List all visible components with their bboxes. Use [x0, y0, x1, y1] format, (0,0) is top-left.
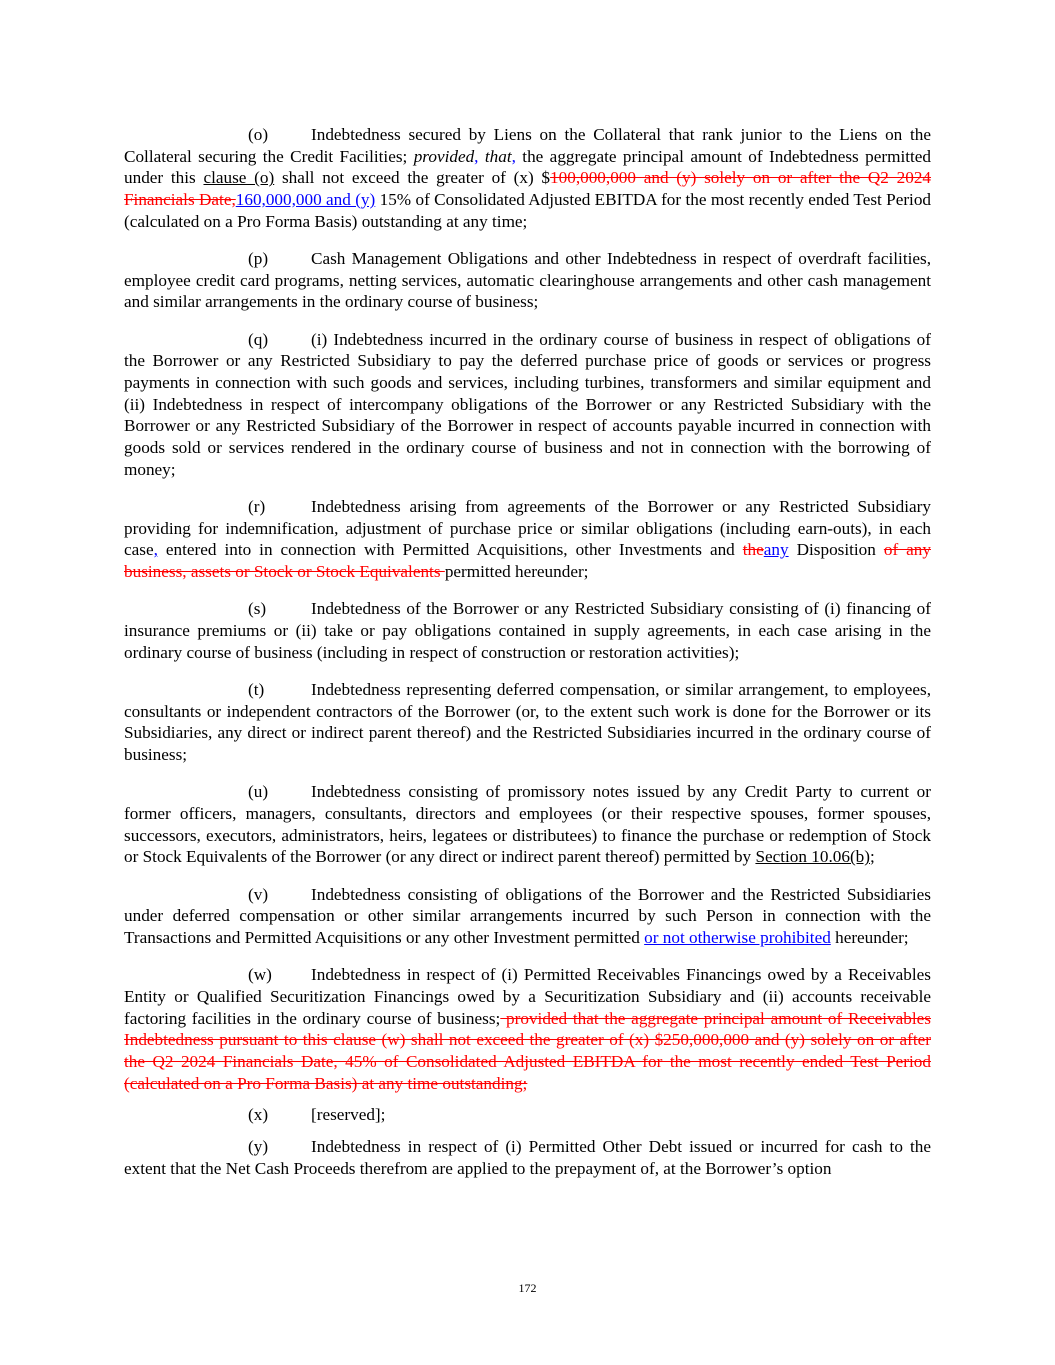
paragraph-r	[124, 496, 931, 583]
paragraph-text: Indebtedness consisting of obligations of the Borrower and the Restricted Subsidiaries under deferred compensation or other similar arrangements incurred by such Person in connection with the Transactions and Permitted Acquisitions or any other Investment permitted	[124, 884, 931, 947]
clause-label: (w)	[248, 965, 272, 985]
paragraph-text: 15% of Consolidated Adjusted EBITDA for the most recently ended Test Period (calculated on a Pro Forma Basis) outstanding at any time;	[124, 190, 932, 231]
paragraph-text: Disposition	[788, 540, 884, 560]
paragraph-v	[124, 884, 931, 949]
paragraph-w	[124, 964, 931, 1094]
paragraph-t	[124, 679, 931, 766]
paragraph-u	[124, 781, 931, 868]
clause-label: (p)	[248, 249, 269, 269]
clause-label: (t)	[248, 679, 265, 699]
deleted-text: provided that the aggregate principal amount of Receivables Indebtedness pursuant to this clause (w) shall not exceed the greater of (x) $250,000,000 and (y) solely on or after the Q2 2024 Financials Date, 45% of Consolidated Adjusted EBITDA for the most recently ended Test Period (calculated on a Pro Forma Basis) at any time outstanding;	[124, 1008, 931, 1093]
clause-label: (v)	[248, 884, 269, 904]
deleted-text: 100,000,000 and (y) solely on or after the Q2 2024 Financials Date,	[124, 168, 932, 210]
paragraph-text: Indebtedness in respect of (i) Permitted Receivables Financings owed by a Receivables Entity or Qualified Securitization Financings owed by a Securitization Subsidiary and (ii) accounts receivable factoring facilities in the ordinary course of business;	[124, 965, 931, 1028]
clause-reference: clause (o)	[203, 168, 275, 188]
clause-label: (r)	[248, 497, 266, 517]
paragraph-text: (i) Indebtedness incurred in the ordinary course of business in respect of obligations of the Borrower or any Restricted Subsidiary to pay the deferred purchase price of goods or services or progress payments in connection with such goods and services, including turbines, transformers and similar equipment and (ii) Indebtedness in respect of intercompany obligations of the Borrower or any Restricted Subsidiary with the Borrower or any Restricted Subsidiary of the Borrower in respect of accounts payable incurred in connection with goods sold or services rendered in the ordinary course of business and not in connection with the borrowing of money;	[124, 329, 931, 479]
paragraph-p	[124, 248, 931, 313]
paragraph-text: [reserved];	[311, 1105, 386, 1125]
paragraph-text: Indebtedness consisting of promissory notes issued by any Credit Party to current or former officers, managers, consultants, directors and employees (or their respective spouses, former spouses, successors, executors, administrators, heirs, legatees or distributees) to finance the purchase or redemption of Stock or Stock Equivalents of the Borrower (or any direct or indirect parent thereof) permitted by	[124, 782, 931, 867]
paragraph-y	[124, 1136, 931, 1179]
paragraph-s	[124, 598, 931, 663]
paragraph-q	[124, 329, 931, 481]
paragraph-text: Indebtedness of the Borrower or any Restricted Subsidiary consisting of (i) financing of insurance premiums or (ii) take or pay obligations contained in supply agreements, in each case arising in the ordinary course of business (including in respect of construction or restoration activities);	[124, 599, 931, 662]
paragraph-text: Indebtedness in respect of (i) Permitted Other Debt issued or incurred for cash to the extent that the Net Cash Proceeds therefrom are applied to the prepayment of, at the Borrower’s option	[124, 1137, 931, 1178]
italic-term: that	[484, 146, 512, 166]
inserted-text: ,	[153, 540, 158, 560]
paragraph-text: permitted hereunder;	[444, 562, 589, 582]
clause-label: (y)	[248, 1137, 269, 1157]
paragraph-text: the aggregate principal amount of Indebtedness permitted under this	[124, 146, 931, 188]
paragraph-x	[124, 1104, 931, 1126]
section-reference: Section 10.06(b)	[755, 847, 871, 867]
clause-label: (x)	[248, 1105, 269, 1125]
paragraph-text: ;	[870, 847, 875, 867]
paragraph-text: Indebtedness arising from agreements of the Borrower or any Restricted Subsidiary providing for indemnification, adjustment of purchase price or similar obligations (including earn-outs), in each case	[124, 497, 931, 560]
inserted-text: ,	[474, 146, 479, 166]
paragraph-text: Indebtedness representing deferred compensation, or similar arrangement, to employees, consultants or independent contractors of the Borrower (or, to the extent such work is done for the Borrower or its Subsidiaries, any direct or indirect parent thereof) and the Restricted Subsidiaries incurred in the ordinary course of business;	[124, 679, 931, 765]
paragraph-text: shall not exceed the greater of (x) $	[274, 168, 551, 188]
clause-label: (s)	[248, 599, 267, 619]
paragraph-text: hereunder;	[830, 928, 909, 947]
clause-label: (u)	[248, 782, 269, 802]
paragraph-text: entered into in connection with Permitted Acquisitions, other Investments and	[157, 540, 743, 560]
document-page	[124, 124, 931, 1195]
inserted-text: or not otherwise prohibited	[644, 928, 831, 947]
italic-term: provided	[413, 146, 475, 166]
inserted-text: ,	[511, 146, 516, 166]
page-number: 172	[518, 1281, 537, 1295]
deleted-text: of any business, assets or Stock or Stock Equivalents	[124, 540, 931, 582]
inserted-text: any	[763, 540, 789, 560]
deleted-text: the	[742, 540, 764, 560]
paragraph-text: Cash Management Obligations and other Indebtedness in respect of overdraft facilities, employee credit card programs, netting services, automatic clearinghouse arrangements and other cash management and similar arrangements in the ordinary course of business;	[124, 249, 931, 312]
inserted-text: 160,000,000 and (y)	[235, 190, 376, 210]
clause-label: (o)	[248, 125, 269, 144]
clause-label: (q)	[248, 329, 269, 349]
paragraph-text: Indebtedness secured by Liens on the Collateral that rank junior to the Liens on the Collateral securing the Credit Facilities;	[124, 125, 931, 166]
paragraph-o	[124, 124, 931, 233]
